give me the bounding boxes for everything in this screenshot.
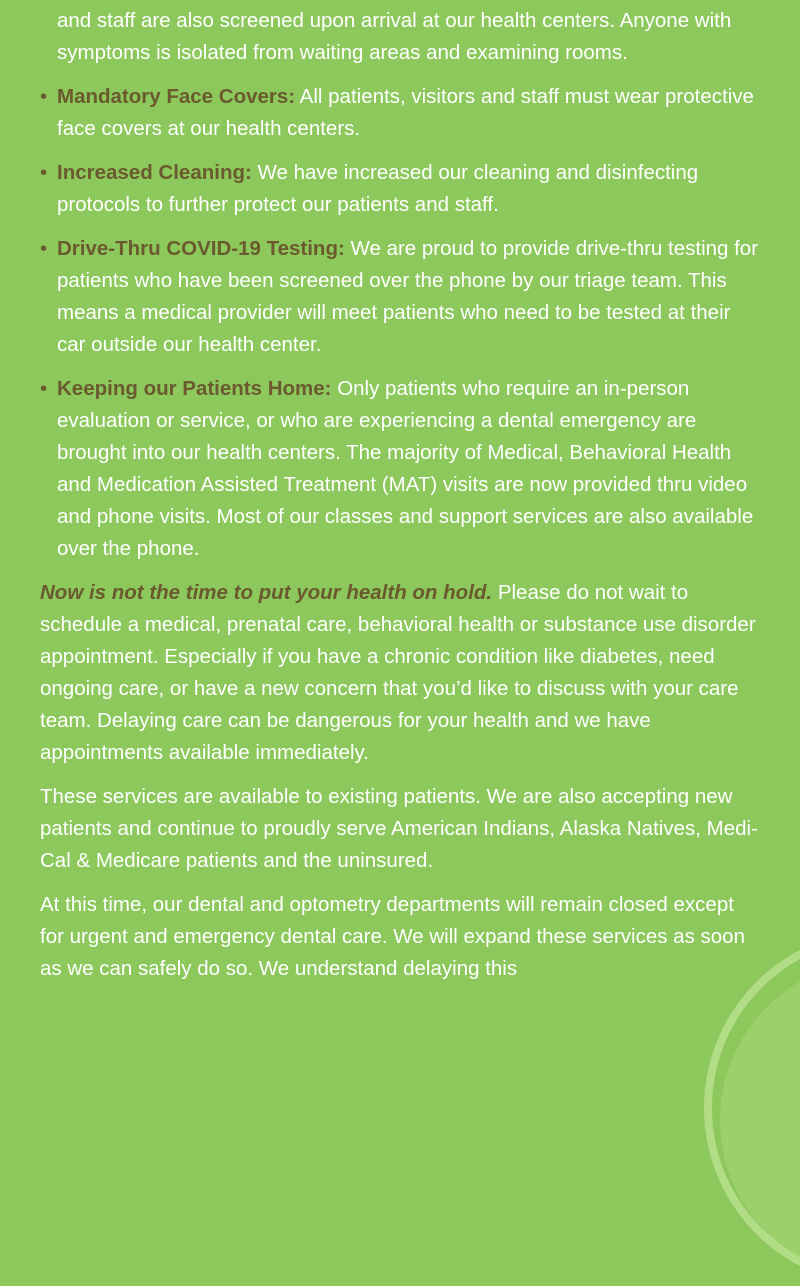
bullet-item-patients-home bbox=[0, 373, 800, 565]
bullet-dot-icon: • bbox=[40, 161, 48, 184]
paragraph-health-on-hold bbox=[0, 577, 800, 769]
background-accent-fill bbox=[720, 960, 800, 1280]
bullet-title: Drive-Thru COVID-19 Testing: bbox=[57, 237, 345, 260]
paragraph-dental-optometry: At this time, our dental and optometry departments will remain closed except for urgent and emergency dental care. We will expand these services as soon as we can safely do so. We understand delaying this bbox=[40, 893, 745, 980]
bullet-text: Only patients who require an in-person evaluation or service, or who are experiencing a dental emergency are brought into our health centers. The majority of Medical, Behavioral Health and Medication Assisted Treatment (MAT) visits are now provided thru video and phone visits. Most of our classes and support services are also available over the phone. bbox=[57, 377, 754, 560]
bullet-text: We have increased our cleaning and disinfecting protocols to further protect our patients and staff. bbox=[57, 161, 699, 216]
paragraph-emphasis: Now is not the time to put your health on hold. bbox=[40, 581, 493, 604]
bullet-dot-icon: • bbox=[40, 377, 48, 400]
bullet-text: We are proud to provide drive-thru testing for patients who have been screened over the phone by our triage team. This means a medical provider will meet patients who need to be tested at their car outside our health center. bbox=[57, 237, 759, 356]
bullet-title: Keeping our Patients Home: bbox=[57, 377, 332, 400]
bullet-dot-icon: • bbox=[40, 237, 48, 260]
paragraph-services: These services are available to existing patients. We are also accepting new patients and continue to proudly serve American Indians, Alaska Natives, Medi-Cal & Medicare patients and the uninsured. bbox=[40, 785, 758, 872]
bullet-item-cleaning bbox=[0, 157, 800, 221]
bullet-item-screening-fragment bbox=[0, 0, 800, 69]
bullet-item-drive-thru-testing bbox=[0, 233, 800, 361]
bullet-text: All patients, visitors and staff must wear protective face covers at our health centers. bbox=[57, 85, 754, 140]
paragraph-text: Please do not wait to schedule a medical, prenatal care, behavioral health or substance use disorder appointment. Especially if you have a chronic condition like diabetes, need ongoing care, or have a new concern that you’d like to discuss with your care team. Delaying care can be dangerous for your health and we have appointments available immediately. bbox=[40, 581, 756, 764]
bullet-dot-icon: • bbox=[40, 85, 48, 108]
bullet-title: Increased Cleaning: bbox=[57, 161, 252, 184]
bullet-title: Mandatory Face Covers: bbox=[57, 85, 296, 108]
bullet-text: and staff are also screened upon arrival at our health centers. Anyone with symptoms is isolated from waiting areas and examining rooms. bbox=[57, 9, 732, 64]
bullet-list bbox=[0, 0, 800, 565]
bullet-item-face-covers bbox=[0, 81, 800, 145]
